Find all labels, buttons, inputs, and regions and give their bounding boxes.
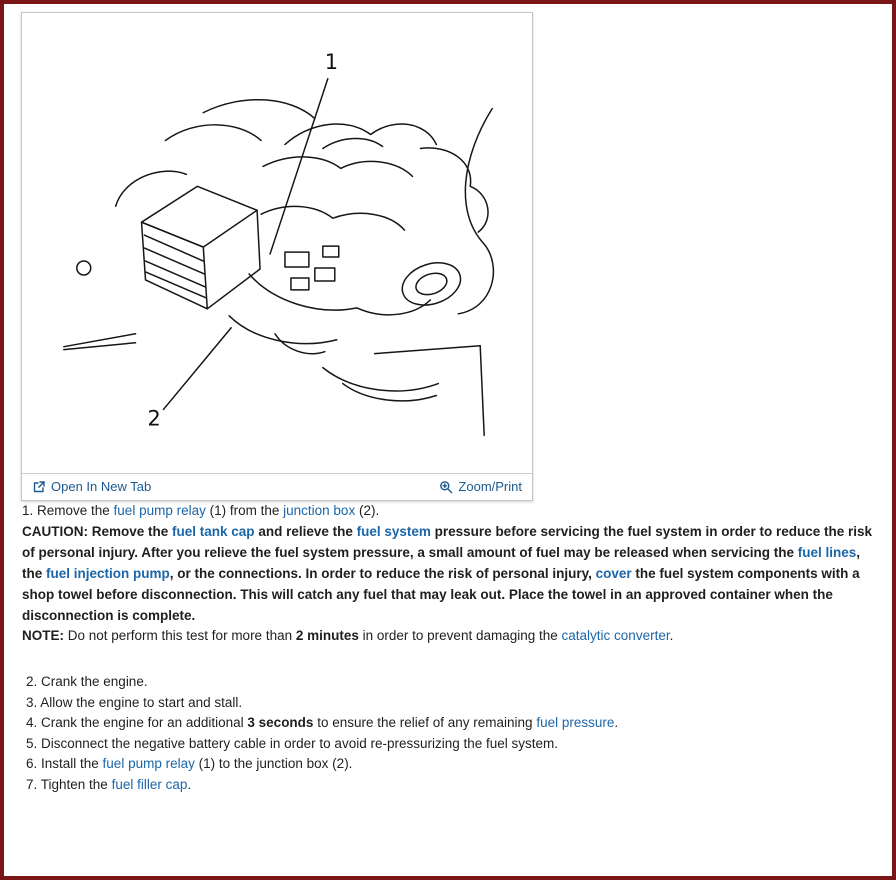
note-paragraph xyxy=(22,626,874,646)
zoom-print-link[interactable] xyxy=(439,479,522,494)
text-segment: 1. Remove the xyxy=(22,503,114,519)
inline-link[interactable]: fuel pressure xyxy=(536,715,615,731)
instructions-content xyxy=(22,501,874,795)
text-segment: 7. Tighten the xyxy=(26,776,112,792)
text-segment: pressure before servicing the fuel system in order to reduce the risk of personal injury. After you relieve the fuel system pressure, a small amount of fuel may be released when servicing the xyxy=(22,524,873,561)
diagram-label-2: 2 xyxy=(147,406,161,431)
diagram-panel xyxy=(21,12,533,501)
diagram-label-1: 1 xyxy=(324,49,339,74)
text-segment: (2). xyxy=(355,503,380,519)
text-segment: 5. Disconnect the negative battery cable in order to avoid re-pressurizing the fuel system. xyxy=(26,735,559,751)
step-3 xyxy=(26,693,874,714)
text-segment: 4. Crank the engine for an additional xyxy=(26,715,248,731)
inline-link[interactable]: catalytic converter xyxy=(561,628,670,644)
zoom-print-label: Zoom/Print xyxy=(458,479,522,495)
open-in-new-tab-link[interactable] xyxy=(32,479,151,494)
open-in-new-tab-icon xyxy=(32,480,46,494)
text-segment: 3 seconds xyxy=(247,715,314,731)
text-segment: . xyxy=(669,628,674,644)
inline-link[interactable]: junction box xyxy=(283,503,356,519)
text-segment: and relieve the xyxy=(254,524,357,540)
step-2 xyxy=(26,672,874,693)
step-6 xyxy=(26,754,874,775)
inline-link[interactable]: fuel lines xyxy=(797,545,857,561)
text-segment: in order to prevent damaging the xyxy=(358,628,562,644)
text-segment: (1) to the junction box (2). xyxy=(194,756,353,772)
step-5 xyxy=(26,734,874,755)
step-7 xyxy=(26,775,874,796)
inline-link[interactable]: fuel tank cap xyxy=(172,524,255,540)
inline-link[interactable]: cover xyxy=(595,566,632,582)
text-segment: CAUTION: Remove the xyxy=(22,524,173,540)
step-1 xyxy=(22,501,874,521)
leader-line-1 xyxy=(270,79,328,254)
text-segment: , or the connections. In order to reduce the risk of personal injury, xyxy=(169,566,596,582)
caution-paragraph xyxy=(22,521,874,626)
inline-link[interactable]: fuel injection pump xyxy=(46,566,170,582)
engine-diagram xyxy=(22,13,532,473)
text-segment: to ensure the relief of any remaining xyxy=(313,715,537,731)
diagram-panel-footer xyxy=(22,473,532,500)
engine-diagram-svg xyxy=(24,17,530,473)
text-segment: NOTE: xyxy=(22,628,64,644)
text-segment: , the xyxy=(22,545,861,582)
text-segment: the fuel system components with a shop towel before disconnection. This will catch any fuel that may leak out. Place the towel in an approved container when the disconnection is complete. xyxy=(22,566,860,624)
text-segment: . xyxy=(614,715,619,731)
text-segment: (1) from the xyxy=(205,503,284,519)
steps-list xyxy=(26,672,874,795)
text-segment: . xyxy=(187,776,192,792)
step-4 xyxy=(26,713,874,734)
inline-link[interactable]: fuel system xyxy=(356,524,431,540)
text-segment: Do not perform this test for more than xyxy=(64,628,296,644)
text-segment: 6. Install the xyxy=(26,756,103,772)
inline-link[interactable]: fuel filler cap xyxy=(111,776,188,792)
text-segment: 3. Allow the engine to start and stall. xyxy=(26,694,243,710)
open-in-new-tab-label: Open In New Tab xyxy=(51,479,152,495)
leader-line-2 xyxy=(163,328,231,410)
inline-link[interactable]: fuel pump relay xyxy=(102,756,195,772)
text-segment: 2 minutes xyxy=(295,628,359,644)
zoom-magnifier-icon xyxy=(439,480,453,494)
inline-link[interactable]: fuel pump relay xyxy=(113,503,206,519)
text-segment: 2. Crank the engine. xyxy=(26,674,148,690)
